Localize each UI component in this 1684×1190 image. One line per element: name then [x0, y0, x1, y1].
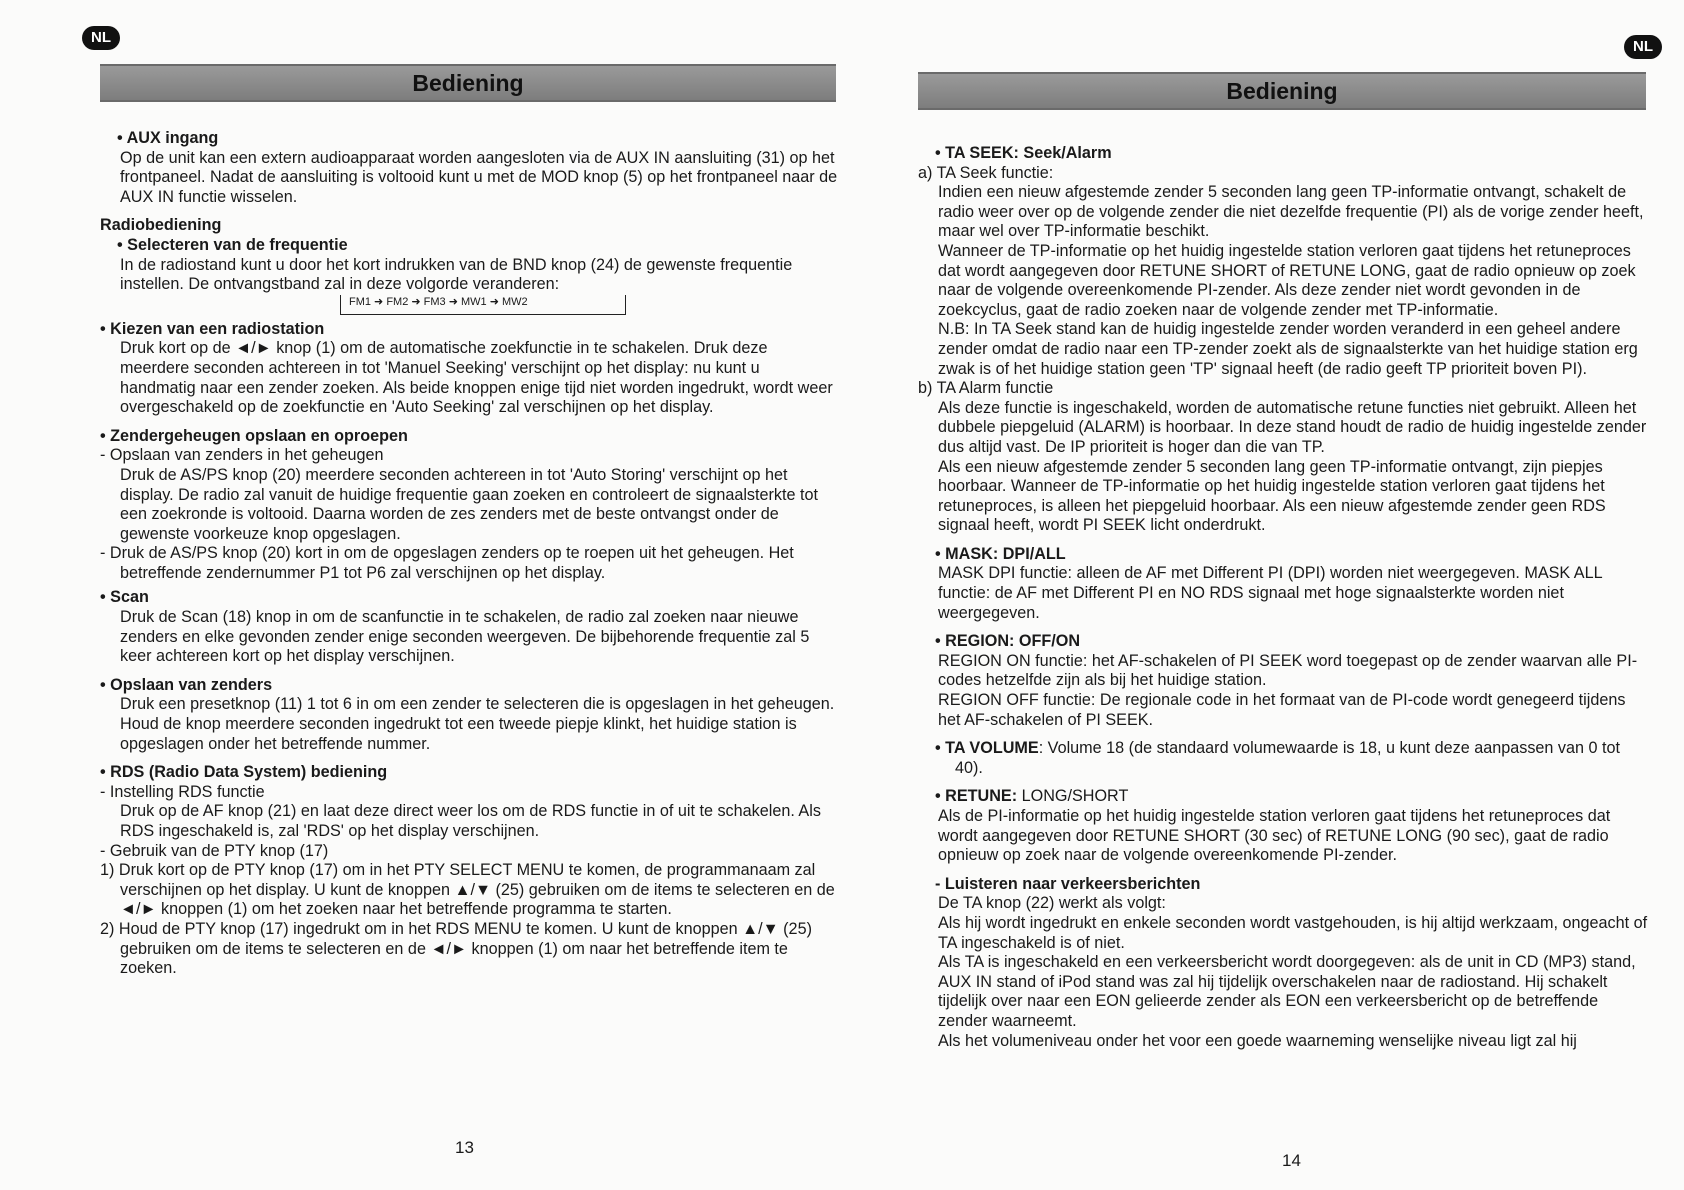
right-page: [842, 0, 1684, 1190]
store-heading: • Opslaan van zenders: [100, 675, 273, 694]
memory-item2: - Druk de AS/PS knop (20) kort in om de opgeslagen zenders op te roepen uit het geheugen. Het betreffende zendernummer P1 tot P6 zal verschijnen op het display.: [100, 544, 794, 582]
page-number-right: 14: [1282, 1151, 1301, 1170]
traffic-heading: - Luisteren naar verkeersberichten: [935, 874, 1201, 893]
retune-label: • RETUNE:: [935, 787, 1018, 806]
left-content: [100, 129, 838, 979]
rds-heading: • RDS (Radio Data System) bediening: [100, 763, 388, 782]
rds-step-1: 1) Druk kort op de PTY knop (17) om in het PTY SELECT MENU te komen, de programmanaam zal verschijnen op het display. U kunt de knoppen ▲/▼ (25) gebruiken om de items te selecteren en de ◄/► knoppen (1) om het zoeken naar het betreffende programma te starten.: [100, 861, 835, 919]
taseek-heading: • TA SEEK: Seek/Alarm: [935, 144, 1112, 162]
band-sequence: FM1 ➜ FM2 ➜ FM3 ➜ MW1 ➜ MW2: [340, 295, 626, 315]
taseek-b-title: b) TA Alarm functie: [918, 379, 1054, 398]
traffic-body1: Als hij wordt ingedrukt en enkele seconden wordt vastgehouden, is hij altijd werkzaam, ongeacht of TA ingeschakeld is of niet.: [938, 913, 1648, 952]
scan-heading: • Scan: [100, 588, 149, 607]
right-content: [918, 144, 1650, 1051]
radio-heading: Radiobediening: [100, 216, 222, 235]
ta-volume-text: : Volume 18 (de standaard volumewaarde is 18, u kunt deze aanpassen van 0 tot 40).: [955, 739, 1621, 777]
language-badge-left: NL: [82, 26, 120, 50]
page-number-left: 13: [455, 1138, 474, 1157]
freq-heading: • Selecteren van de frequentie: [117, 235, 348, 254]
page-title-right: Bediening: [918, 72, 1646, 110]
taseek-a-body1: Indien een nieuw afgestemde zender 5 seconden lang geen TP-informatie ontvangt, schakelt de radio weer over op de volgende zender die niet dezelfde frequentie (PI) als de vorige zender heeft, maar wel over TP-informatie beschikt.: [938, 183, 1644, 241]
region-heading: • REGION: OFF/ON: [935, 632, 1081, 651]
memory-heading: • Zendergeheugen opslaan en oproepen: [100, 426, 408, 445]
aux-body: Op de unit kan een extern audioapparaat worden aangesloten via de AUX IN aansluiting (31) op het frontpaneel. Nadat de aansluiting is voltooid kunt u met de MOD knop (5) op het frontpaneel naar de AUX IN functie wisselen.: [120, 148, 838, 206]
rds-item1-body: Druk op de AF knop (21) en laat deze direct weer los om de RDS functie in of uit te schakelen. Als RDS ingeschakeld is, zal 'RDS' op het display verschijnen.: [120, 802, 821, 840]
taseek-b-body2: Als een nieuw afgestemde zender 5 seconden lang geen TP-informatie ontvangt, zijn piepjes hoorbaar. Wanneer de TP-informatie op het huidig ingestelde station verloren gaat tijdens het retuneproces, is alleen het piepgeluid hoorbaar. Als een nieuw afgestemde zender geen RDS signaal heeft, wordt PI SEEK licht onderdrukt.: [938, 457, 1606, 535]
page-title-left: Bediening: [100, 64, 836, 102]
ta-volume-label: • TA VOLUME: [935, 739, 1039, 758]
region-body1: REGION ON functie: het AF-schakelen of PI SEEK word toegepast op de zender waarvan alle PI-codes hetzelfde zijn als bij het huidige station.: [938, 651, 1638, 690]
retune-body: Als de PI-informatie op het huidig ingestelde station verloren gaat tijdens het retuneproces dat wordt aangegeven door RETUNE SHORT (30 sec) of RETUNE LONG (90 sec), gaat de radio opnieuw op zoek naar de volgende overeenkomende PI-zender.: [938, 807, 1611, 865]
mask-heading: • MASK: DPI/ALL: [935, 544, 1066, 563]
mask-body: MASK DPI functie: alleen de AF met Different PI (DPI) worden niet weergegeven. MASK ALL functie: de AF met Different PI en NO RDS signaal met hoge signaalsterkte worden niet weergegeven.: [938, 564, 1603, 622]
store-body: Druk een presetknop (11) 1 tot 6 in om een zender te selecteren die is opgeslagen in het geheugen. Houd de knop meerdere seconden ingedrukt tot een tweede piepje klinkt, het huidige station is opgeslagen onder het betreffende nummer.: [120, 695, 835, 753]
station-heading: • Kiezen van een radiostation: [100, 319, 325, 338]
station-body: Druk kort op de ◄/► knop (1) om de automatische zoekfunctie in te schakelen. Druk deze meerdere seconden achtereen in tot 'Manuel Seeking' verschijnt op het display: nu kunt u handmatig naar een zender zoeken. Als beide knoppen enige tijd niet worden ingedrukt, wordt weer overgeschakeld op de zoekfunctie en 'Auto Seeking' zal verschijnen op het display.: [120, 339, 833, 417]
freq-body: In de radiostand kunt u door het kort indrukken van de BND knop (24) de gewenste frequentie instellen. De ontvangstband zal in deze volgorde veranderen:: [120, 255, 793, 294]
traffic-body2: Als TA is ingeschakeld en een verkeersbericht wordt doorgegeven: als de unit in CD (MP3) stand, AUX IN stand of iPod stand was zal hij tijdelijk overschakelen naar de radiostand. Hij schakelt tijdelijk over naar een EON gelieerde zender als EON een verkeersbericht op de betreffende zender waarneemt.: [938, 953, 1636, 1030]
scan-body: Druk de Scan (18) knop in om de scanfunctie in te schakelen, de radio zal zoeken naar nieuwe zenders en elke gevonden zender enige seconden weergeven. De bijbehorende frequentie zal 5 keer achtereen kort op het display verschijnen.: [120, 608, 810, 666]
aux-heading: • AUX ingang: [117, 129, 219, 147]
memory-item1-title: - Opslaan van zenders in het geheugen: [100, 446, 384, 465]
taseek-a-body2: Wanneer de TP-informatie op het huidig ingestelde station verloren gaat tijdens het retuneproces dat wordt aangegeven door RETUNE SHORT of RETUNE LONG, gaat de radio opnieuw op zoek naar de volgende overeenkomende PI-zender. Als deze zender niet wordt gevonden in de zoekcyclus, gaat de radio zoeken naar de volgende zender met TP-informatie.: [938, 241, 1636, 319]
rds-item2-title: - Gebruik van de PTY knop (17): [100, 841, 329, 860]
memory-item1-body: Druk de AS/PS knop (20) meerdere seconden achtereen in tot 'Auto Storing' verschijnt op het display. De radio zal vanuit de huidige frequentie gaan zoeken en controleert de signaalsterkte tot een zoekronde is voltooid. Daarna worden de zes zenders met de beste ontvangst onder de gewenste voorkeuze knop opgeslagen.: [120, 465, 819, 543]
rds-item1-title: - Instelling RDS functie: [100, 782, 265, 801]
retune-item: [918, 787, 1650, 807]
taseek-b-body1: Als deze functie is ingeschakeld, worden de automatische retune functies niet gebruikt. Alleen het dubbele piepgeluid (ALARM) is hoorbaar. In deze stand houdt de radio de huidig ingestelde zender dus altijd vast. De IP prioriteit is hoger dan die van TP.: [938, 398, 1647, 456]
retune-value: LONG/SHORT: [1017, 787, 1129, 806]
taseek-nb: N.B: In TA Seek stand kan de huidig ingestelde zender worden veranderd in een geheel andere zender omdat de radio naar een TP-zender zoekt als de signaalsterkte van het huidige station erg zwak is of het huidige station geen 'TP' signaal heeft (de radio geeft TP prioriteit boven PI).: [938, 320, 1638, 378]
language-badge-right: NL: [1624, 35, 1662, 59]
taseek-a-title: a) TA Seek functie:: [918, 163, 1054, 182]
ta-volume-item: [918, 739, 1650, 778]
traffic-intro: De TA knop (22) werkt als volgt:: [938, 894, 1166, 913]
rds-step-2: 2) Houd de PTY knop (17) ingedrukt om in het RDS MENU te komen. U kunt de knoppen ▲/▼ (25) gebruiken om de items te selecteren en de ◄/► knoppen (1) om naar het betreffende item te zoeken.: [100, 919, 812, 978]
traffic-body3: Als het volumeniveau onder het voor een goede waarneming wenselijke niveau ligt zal hij: [938, 1031, 1577, 1050]
region-body2: REGION OFF functie: De regionale code in het formaat van de PI-code wordt genegeerd tijdens het AF-schakelen of PI SEEK.: [938, 691, 1626, 729]
